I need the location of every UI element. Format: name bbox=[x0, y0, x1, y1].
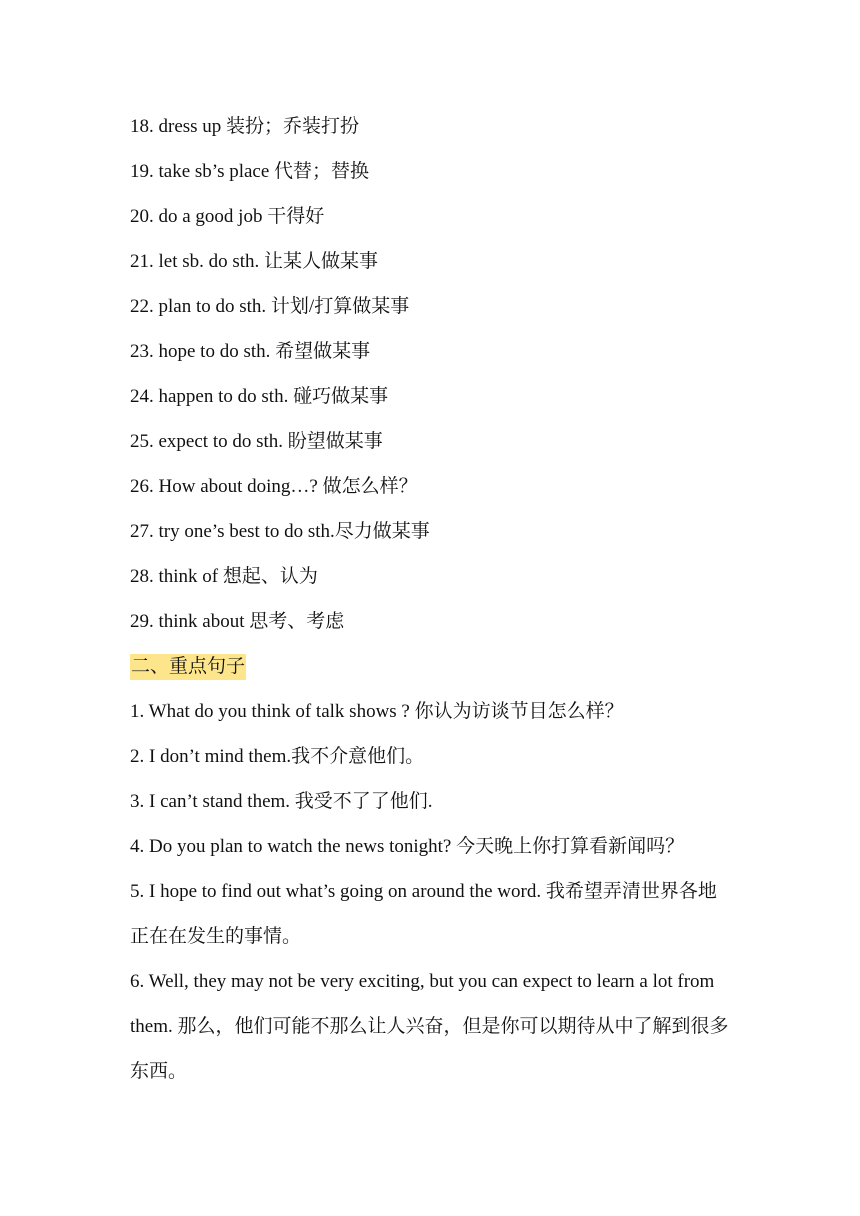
section-heading-row bbox=[130, 644, 730, 689]
phrase-item: 20. do a good job 干得好 bbox=[130, 206, 325, 227]
phrase-item: 25. expect to do sth. 盼望做某事 bbox=[130, 431, 383, 452]
sentence-item: 4. Do you plan to watch the news tonight? 今天晚上你打算看新闻吗？ bbox=[130, 836, 685, 857]
sentence-item: 3. I can’t stand them. 我受不了了他们. bbox=[130, 791, 433, 812]
sentence-item: 1. What do you think of talk shows ? 你认为访谈节目怎么样？ bbox=[130, 701, 624, 722]
phrase-item: 18. dress up 装扮；乔装打扮 bbox=[130, 116, 360, 137]
phrase-item: 19. take sb’s place 代替；替换 bbox=[130, 161, 370, 182]
phrase-item: 22. plan to do sth. 计划/打算做某事 bbox=[130, 296, 410, 317]
sentence-item: 6. Well, they may not be very exciting, but you can expect to learn a lot from them. 那么，他们可能不那么让人兴奋，但是你可以期待从中了解到很多东西。 bbox=[130, 971, 729, 1082]
phrase-item: 29. think about 思考、考虑 bbox=[130, 611, 345, 632]
phrase-item: 28. think of 想起、认为 bbox=[130, 566, 318, 587]
sentence-item: 2. I don’t mind them.我不介意他们。 bbox=[130, 746, 425, 767]
document-page bbox=[130, 104, 730, 1094]
phrase-list bbox=[130, 104, 730, 644]
phrase-item: 24. happen to do sth. 碰巧做某事 bbox=[130, 386, 389, 407]
sentence-list bbox=[130, 689, 730, 1094]
sentence-item: 5. I hope to find out what’s going on around the word. 我希望弄清世界各地正在在发生的事情。 bbox=[130, 881, 717, 947]
phrase-item: 26. How about doing…? 做怎么样？ bbox=[130, 476, 418, 497]
phrase-item: 27. try one’s best to do sth.尽力做某事 bbox=[130, 521, 430, 542]
phrase-item: 23. hope to do sth. 希望做某事 bbox=[130, 341, 371, 362]
phrase-item: 21. let sb. do sth. 让某人做某事 bbox=[130, 251, 379, 272]
section-heading: 二、重点句子 bbox=[130, 654, 246, 680]
